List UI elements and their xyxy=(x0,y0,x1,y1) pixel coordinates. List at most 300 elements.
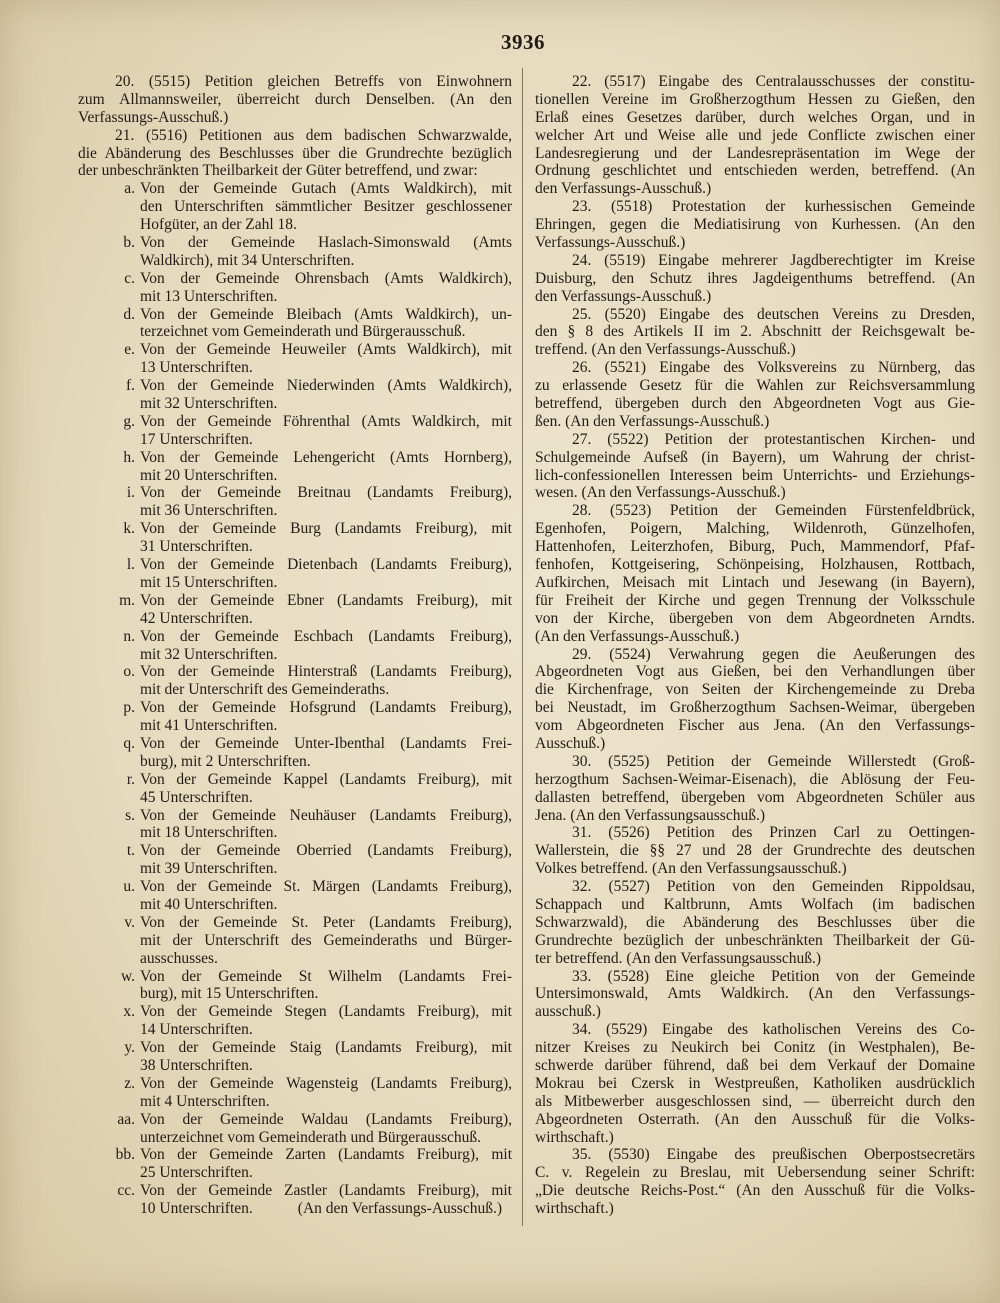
text-line xyxy=(535,824,975,842)
text-line xyxy=(140,1057,512,1075)
petition-entry xyxy=(535,753,975,825)
text-line xyxy=(78,145,512,163)
text-line xyxy=(535,574,975,592)
text-line xyxy=(125,806,512,825)
text-line xyxy=(535,1146,975,1164)
sub-entry-label: s. xyxy=(125,806,135,824)
text-line xyxy=(535,1200,975,1218)
text-line xyxy=(78,127,512,145)
text-line xyxy=(535,860,975,878)
sub-entry xyxy=(125,806,512,843)
text-line xyxy=(124,269,512,288)
petition-entry xyxy=(535,431,975,503)
line-text: Von der Gemeinde Ohrensbach (Amts Waldkirch), xyxy=(140,269,512,287)
text-line xyxy=(140,395,512,413)
text-line xyxy=(119,591,512,610)
text-line xyxy=(117,1110,512,1129)
sub-entry-label: f. xyxy=(125,377,135,395)
line-text: 29. (5524) Verwahrung gegen die Aeußerungen des xyxy=(572,645,975,663)
line-text: 13 Unterschriften. xyxy=(140,359,253,377)
text-line xyxy=(535,127,975,145)
line-text: Von der Gemeinde Gutach (Amts Waldkirch), mit xyxy=(140,180,512,198)
line-text: Schulgemeinde Aufseß (in Bayern), um Wahrung der christ- xyxy=(535,448,975,466)
line-text: 42 Unterschriften. xyxy=(140,609,253,627)
text-line xyxy=(535,270,975,288)
sub-entry xyxy=(123,234,512,270)
text-line xyxy=(535,1093,975,1111)
text-line xyxy=(535,610,975,628)
sub-entry-label: cc. xyxy=(117,1182,135,1200)
line-text: treffend. (An den Verfassungs-Ausschuß.) xyxy=(535,341,796,359)
petition-entry xyxy=(535,878,975,967)
line-text: 34. (5529) Eingabe des katholischen Vereins des Co- xyxy=(572,1021,975,1039)
line-text: Hofgüter, an der Zahl 18. xyxy=(140,216,297,234)
sub-entry-label: k. xyxy=(123,520,135,538)
sub-entry xyxy=(125,377,512,413)
line-text: 27. (5522) Petition der protestantischen Kirchen- und xyxy=(572,430,975,448)
line-text: Von der Gemeinde Wagensteig (Landamts Freiburg), xyxy=(140,1074,512,1092)
text-line xyxy=(535,753,975,771)
line-text: welcher Art und Weise alle und jede Conflicte zwischen einer xyxy=(535,126,975,144)
text-line xyxy=(535,252,975,270)
line-text: Von der Gemeinde Kappel (Landamts Freiburg), mit xyxy=(140,770,512,788)
line-text: Von der Gemeinde Oberried (Landamts Freiburg), xyxy=(140,842,512,860)
text-line xyxy=(535,556,975,574)
line-text: mit 41 Unterschriften. xyxy=(140,717,278,735)
text-line xyxy=(535,681,975,699)
line-text: Landesregierung und der Landesrepräsentation im Wege der xyxy=(535,144,975,162)
petition-entry xyxy=(78,127,512,1218)
line-text: Von der Gemeinde St Wilhelm (Landamts Frei- xyxy=(140,967,512,985)
sub-entry xyxy=(123,734,512,771)
line-text: wesen. (An den Verfassungs-Ausschuß.) xyxy=(535,484,786,502)
text-line xyxy=(535,484,975,502)
column-rule xyxy=(522,68,523,1226)
sub-entry-label: x. xyxy=(123,1003,135,1021)
text-line xyxy=(535,359,975,377)
text-line xyxy=(140,824,512,842)
sub-entry xyxy=(124,1039,512,1075)
line-text: den Verfassungs-Ausschuß.) xyxy=(535,287,712,305)
line-text: Von der Gemeinde Dietenbach (Landamts Freiburg), xyxy=(140,556,512,574)
text-line xyxy=(535,180,975,198)
line-text: 45 Unterschriften. xyxy=(140,788,253,806)
sub-entry xyxy=(119,591,512,628)
sub-entry xyxy=(123,699,512,735)
text-line xyxy=(117,1182,512,1200)
line-text: Von der Gemeinde Staig (Landamts Freiburg), mit xyxy=(140,1039,512,1057)
petition-entry xyxy=(535,1021,975,1146)
line-text: ausschuß.) xyxy=(535,1003,601,1021)
sub-entry xyxy=(117,1182,512,1218)
text-line xyxy=(124,341,512,359)
text-line xyxy=(535,431,975,449)
text-line xyxy=(120,967,512,986)
sub-entry-label: bb. xyxy=(115,1146,135,1164)
line-text: C. v. Regelein zu Breslau, mit Uebersendung seiner Schrift: xyxy=(535,1164,975,1182)
sub-entry-label: d. xyxy=(123,305,135,323)
sub-entry xyxy=(115,1146,512,1182)
petition-entry xyxy=(535,359,975,431)
text-line xyxy=(140,896,512,914)
text-line xyxy=(125,377,512,395)
line-text: Von der Gemeinde Stegen (Landamts Freiburg), mit xyxy=(140,1003,512,1021)
text-line xyxy=(124,180,512,198)
petition-entry xyxy=(78,73,512,127)
line-text: Von der Gemeinde Burg (Landamts Freiburg), mit xyxy=(140,520,512,538)
line-text: als Mitbewerber ausgeschlossen sind, — überreicht durch den xyxy=(535,1092,975,1110)
line-text: Hattenhofen, Leiterzhofen, Biburg, Puch, Mammendorf, Pfaf- xyxy=(535,538,975,556)
line-text: Von der Gemeinde Zastler (Landamts Freiburg), mit xyxy=(140,1182,512,1200)
text-line xyxy=(535,932,975,950)
text-line xyxy=(140,985,512,1003)
line-text: wirthschaft.) xyxy=(535,1128,614,1146)
line-text: ter betreffend. (An den Verfassungsausschuß.) xyxy=(535,949,822,967)
sub-entry xyxy=(123,305,512,342)
line-text: 10 Unterschriften. xyxy=(140,1200,253,1218)
text-line xyxy=(535,646,975,664)
line-text: zum Allmannsweiler, überreicht durch Denselben. (An den xyxy=(78,90,512,108)
text-line xyxy=(78,162,512,180)
right-column xyxy=(535,73,975,1218)
sub-entry-label: b. xyxy=(123,234,135,252)
text-line xyxy=(140,646,512,664)
line-text: herzogthum Sachsen-Weimar-Eisenach), die Ablösung der Feu- xyxy=(535,770,975,788)
line-text: 14 Unterschriften. xyxy=(140,1021,253,1039)
petition-entry xyxy=(535,306,975,360)
text-line xyxy=(126,556,512,574)
text-line xyxy=(78,109,512,127)
text-line xyxy=(535,377,975,395)
line-text: Von der Gemeinde Heuweiler (Amts Waldkirch), mit xyxy=(140,341,512,359)
sub-entry-label: r. xyxy=(126,770,135,788)
line-text: fenhofen, Kottgeisering, Schönpeising, Holzhausen, Rottbach, xyxy=(535,556,975,574)
line-text: „Die deutsche Reichs-Post.“ (An den Ausschuß für die Volks- xyxy=(535,1182,975,1200)
text-line xyxy=(140,1200,512,1218)
petition-entry xyxy=(535,646,975,753)
text-line xyxy=(140,932,512,950)
line-text: 28. (5523) Petition der Gemeinden Fürstenfeldbrück, xyxy=(572,502,975,520)
sub-entry xyxy=(123,878,512,914)
line-text: zu erlassende Gesetz für die Wahlen zur Reichsversammlung xyxy=(535,377,975,395)
line-text: betreffend, übergeben durch den Abgeordneten Vogt aus Gie- xyxy=(535,395,975,413)
text-line xyxy=(535,413,975,431)
text-line xyxy=(140,1129,512,1147)
text-line xyxy=(535,145,975,163)
line-text: Untersimonswald, Amts Waldkirch. (An den Verfassungs- xyxy=(535,985,975,1003)
text-line xyxy=(535,807,975,825)
sub-entry xyxy=(126,842,512,878)
petition-entry xyxy=(535,73,975,198)
text-line xyxy=(535,950,975,968)
sub-entry-label: q. xyxy=(123,734,135,752)
line-text: die Kirchenfrage, von Seiten der Kirchengemeinde zu Dreba xyxy=(535,681,975,699)
text-line xyxy=(535,1111,975,1129)
text-line xyxy=(535,896,975,914)
line-text: ßen. (An den Verfassungs-Ausschuß.) xyxy=(535,412,770,430)
text-line xyxy=(140,538,512,556)
line-text: 25 Unterschriften. xyxy=(140,1164,253,1182)
line-text: mit der Unterschrift des Gemeinderaths und Bürger- xyxy=(140,931,512,949)
text-line xyxy=(140,1164,512,1182)
sub-entry-label: p. xyxy=(123,699,135,717)
text-line xyxy=(123,878,512,896)
text-line xyxy=(535,73,975,91)
line-text: 17 Unterschriften. xyxy=(140,430,253,448)
text-line xyxy=(535,663,975,681)
line-text: mit 36 Unterschriften. xyxy=(140,502,278,520)
text-line xyxy=(535,467,975,485)
line-text: mit 20 Unterschriften. xyxy=(140,466,278,484)
line-text: 22. (5517) Eingabe des Centralausschusses der constitu- xyxy=(572,73,975,90)
text-line xyxy=(535,538,975,556)
line-text: Grundrechte bezüglich der unbeschränkten Theilbarkeit der Gü- xyxy=(535,931,975,949)
line-text: Von der Gemeinde Föhrenthal (Amts Waldkirch, mit xyxy=(140,412,512,430)
line-text: Schwarzwald), die Abänderung des Beschlusses über die xyxy=(535,913,975,931)
petition-entry xyxy=(535,198,975,252)
line-text: lich-confessionellen Interessen beim Unterrichts- und Erziehungs- xyxy=(535,466,975,484)
text-line xyxy=(124,1074,512,1093)
line-text: 30. (5525) Petition der Gemeinde Willerstedt (Groß- xyxy=(572,752,975,770)
line-text: Aufkirchen, Meisach mit Lintach und Jesewang (in Bayern), xyxy=(535,573,975,591)
line-text: Verfassungs-Ausschuß.) xyxy=(535,234,686,252)
sub-entry-label: n. xyxy=(123,627,135,645)
line-text: Von der Gemeinde Ebner (Landamts Freiburg), mit xyxy=(140,591,512,609)
text-line xyxy=(123,734,512,753)
line-text: Ausschuß.) xyxy=(535,734,606,752)
petition-entry xyxy=(535,968,975,1022)
text-line xyxy=(123,412,512,431)
text-line xyxy=(115,1146,512,1164)
line-text: Mokrau bei Czersk in Westpreußen, Katholiken ausdrücklich xyxy=(535,1074,975,1092)
line-text: 21. (5516) Petitionen aus dem badischen Schwarzwalde, xyxy=(115,126,512,144)
text-line xyxy=(140,359,512,377)
line-text: Von der Gemeinde Unter-Ibenthal (Landamts Frei- xyxy=(140,734,512,752)
sub-entry-label: o. xyxy=(123,663,135,681)
text-line xyxy=(535,968,975,986)
sub-entry xyxy=(124,341,512,377)
sub-entry-label: a. xyxy=(124,180,135,198)
text-line xyxy=(535,628,975,646)
line-text: Von der Gemeinde St. Märgen (Landamts Freiburg), xyxy=(140,878,512,896)
text-line xyxy=(78,73,512,91)
text-line xyxy=(140,753,512,771)
line-text: 32. (5527) Petition von den Gemeinden Rippoldsau, xyxy=(572,878,975,896)
sub-entry xyxy=(120,967,512,1004)
line-text: wirthschaft.) xyxy=(535,1200,614,1218)
line-text: unterzeichnet vom Gemeinderath und Bürgerausschuß. xyxy=(140,1128,482,1146)
line-text: mit 32 Unterschriften. xyxy=(140,645,278,663)
line-text: 31. (5526) Petition des Prinzen Carl zu Oettingen- xyxy=(572,824,975,842)
text-line xyxy=(535,717,975,735)
text-line xyxy=(535,789,975,807)
text-line xyxy=(140,216,512,234)
line-text: 24. (5519) Eingabe mehrerer Jagdberechtigter im Kreise xyxy=(572,251,975,269)
text-line xyxy=(535,1057,975,1075)
line-text: Von der Gemeinde Haslach-Simonswald (Amts xyxy=(140,234,512,252)
line-text: 35. (5530) Eingabe des preußischen Oberpostsecretärs xyxy=(572,1146,975,1164)
line-text: nitzer Kreises zu Neukirch bei Conitz (in Westphalen), Be- xyxy=(535,1039,975,1057)
line-text: Wallerstein, die §§ 27 und 28 der Grundrechte des deutschen xyxy=(535,842,975,860)
sub-entry-label: h. xyxy=(123,448,135,466)
text-line xyxy=(535,771,975,789)
line-text: Von der Gemeinde Zarten (Landamts Freiburg), mit xyxy=(140,1146,512,1164)
line-text: Abgeordneten Osterrath. (An den Ausschuß für die Volks- xyxy=(535,1110,975,1128)
line-text: Ehringen, gegen die Mediatisirung von Kurhessen. (An den xyxy=(535,216,975,234)
text-line xyxy=(123,448,512,467)
text-line xyxy=(126,484,512,502)
text-line xyxy=(535,234,975,252)
text-line xyxy=(535,520,975,538)
line-text: für Freiheit der Kirche und gegen Trennung der Volksschule xyxy=(535,591,975,609)
text-line xyxy=(123,234,512,252)
text-line xyxy=(140,252,512,270)
sub-entry-label: w. xyxy=(120,967,135,985)
text-line xyxy=(535,1039,975,1057)
line-text: mit 32 Unterschriften. xyxy=(140,395,278,413)
line-text: bei Neustadt, im Großherzogthum Sachsen-Weimar, übergeben xyxy=(535,699,975,717)
sub-entry-label: c. xyxy=(124,269,135,287)
line-text: die Abänderung des Beschlusses über die Grundrechte bezüglich xyxy=(78,144,512,162)
line-text: Abgeordneten Vogt aus Gießen, bei den Verhandlungen über xyxy=(535,663,975,681)
text-line xyxy=(535,878,975,896)
text-line xyxy=(123,663,512,681)
line-text: den Verfassungs-Ausschuß.) xyxy=(535,180,712,198)
line-text: Verfassungs-Ausschuß.) xyxy=(78,108,229,126)
line-text: 26. (5521) Eingabe des Volksvereins zu Nürnberg, das xyxy=(572,359,975,377)
line-text: Egenhofen, Poigern, Malching, Wildenroth, Günzelhofen, xyxy=(535,520,975,538)
text-line xyxy=(535,323,975,341)
page-number: 3936 xyxy=(501,30,545,54)
text-line xyxy=(124,1039,512,1057)
line-text: terzeichnet vom Gemeinderath und Bürgerausschuß. xyxy=(140,323,466,341)
text-line xyxy=(123,520,512,538)
line-text: mit 13 Unterschriften. xyxy=(140,287,278,305)
text-line xyxy=(140,502,512,520)
text-line xyxy=(140,1093,512,1111)
line-text: Von der Gemeinde Bleibach (Amts Waldkirch), un- xyxy=(140,305,512,323)
line-text: mit 15 Unterschriften. xyxy=(140,573,278,591)
sub-entry-label: v. xyxy=(124,913,135,931)
sub-entry-label: g. xyxy=(123,412,135,430)
sub-entry-label: z. xyxy=(124,1074,135,1092)
text-line xyxy=(535,341,975,359)
text-line xyxy=(535,1182,975,1200)
text-line xyxy=(123,1003,512,1021)
line-text: Von der Gemeinde Neuhäuser (Landamts Freiburg), xyxy=(140,806,512,824)
petition-entry xyxy=(535,502,975,645)
line-text: Von der Gemeinde Waldau (Landamts Freiburg), xyxy=(140,1110,512,1128)
line-text: Waldkirch), mit 34 Unterschriften. xyxy=(140,251,355,269)
text-line xyxy=(123,627,512,646)
text-line xyxy=(535,1021,975,1039)
line-text: von der Kirche, übergeben von dem Abgeordneten Arndts. xyxy=(535,609,975,627)
text-line xyxy=(535,109,975,127)
line-text: 33. (5528) Eine gleiche Petition von der Gemeinde xyxy=(572,967,975,985)
sub-entry xyxy=(123,627,512,664)
text-line xyxy=(535,1003,975,1021)
line-text: mit 18 Unterschriften. xyxy=(140,824,278,842)
text-line xyxy=(535,1075,975,1093)
line-text: 38 Unterschriften. xyxy=(140,1056,253,1074)
text-line xyxy=(140,467,512,485)
text-line xyxy=(535,914,975,932)
text-line xyxy=(535,288,975,306)
sub-entry xyxy=(126,556,512,592)
text-line xyxy=(535,306,975,324)
sub-entry xyxy=(123,663,512,699)
sub-entry-label: u. xyxy=(123,878,135,896)
line-text: Jena. (An den Verfassungsausschuß.) xyxy=(535,806,766,824)
line-text: burg), mit 2 Unterschriften. xyxy=(140,752,311,770)
text-line xyxy=(535,985,975,1003)
line-text: Von der Gemeinde Hinterstraß (Landamts Freiburg), xyxy=(140,663,512,681)
text-line xyxy=(535,735,975,753)
text-line xyxy=(535,502,975,520)
line-text: burg), mit 15 Unterschriften. xyxy=(140,985,319,1003)
line-text: Duisburg, den Schutz ihres Jagdeigenthums betreffend. (An xyxy=(535,269,975,287)
text-line xyxy=(535,198,975,216)
text-line xyxy=(535,592,975,610)
petition-entry xyxy=(535,824,975,878)
petition-entry xyxy=(535,1146,975,1218)
line-text: den § 8 des Artikels II im 2. Abschnitt der Reichsgewalt be- xyxy=(535,323,975,341)
line-text: vom Abgeordneten Fischer aus Jena. (An den Verfassungs- xyxy=(535,717,975,735)
text-line xyxy=(140,431,512,449)
text-line xyxy=(126,770,512,789)
line-text: Von der Gemeinde Breitnau (Landamts Freiburg), xyxy=(140,484,512,502)
text-line xyxy=(123,305,512,324)
line-text: 20. (5515) Petition gleichen Betreffs von Einwohnern xyxy=(115,73,512,90)
text-line xyxy=(140,717,512,735)
sub-entry-label: i. xyxy=(126,484,135,502)
text-line xyxy=(126,842,512,860)
sub-entry xyxy=(126,484,512,520)
text-line xyxy=(140,574,512,592)
sub-entry xyxy=(123,1003,512,1039)
petition-entry xyxy=(535,252,975,306)
text-line xyxy=(123,699,512,717)
sub-entry xyxy=(124,269,512,306)
line-text: Von der Gemeinde Niederwinden (Amts Waldkirch), xyxy=(140,377,512,395)
text-line xyxy=(140,681,512,699)
line-text: Von der Gemeinde Hofsgrund (Landamts Freiburg), xyxy=(140,699,512,717)
sub-entry-label: y. xyxy=(124,1039,135,1057)
text-line xyxy=(535,699,975,717)
line-text: Erlaß eines Gesetzes darüber, durch welches Organ, und in xyxy=(535,108,975,126)
committee-referral: (An den Verfassungs-Ausschuß.) xyxy=(297,1200,502,1218)
sub-entry-label: m. xyxy=(119,591,135,609)
text-line xyxy=(140,323,512,341)
text-line xyxy=(535,842,975,860)
line-text: Volkes betreffend. (An den Verfassungsausschuß.) xyxy=(535,860,847,878)
text-line xyxy=(535,395,975,413)
line-text: Von der Gemeinde Eschbach (Landamts Freiburg), xyxy=(140,627,512,645)
text-line xyxy=(140,860,512,878)
line-text: ausschusses. xyxy=(140,949,218,967)
text-line xyxy=(140,198,512,216)
line-text: der unbeschränkten Theilbarkeit der Güter betreffend, und zwar: xyxy=(78,162,478,180)
text-line xyxy=(535,91,975,109)
line-text: (An den Verfassungs-Ausschuß.) xyxy=(535,627,740,645)
sub-entry xyxy=(123,448,512,485)
text-line xyxy=(140,1021,512,1039)
sub-entry-label: t. xyxy=(126,842,135,860)
line-text: 23. (5518) Protestation der kurhessischen Gemeinde xyxy=(572,198,975,216)
text-line xyxy=(535,449,975,467)
line-text: mit 39 Unterschriften. xyxy=(140,860,278,878)
text-line xyxy=(140,288,512,306)
